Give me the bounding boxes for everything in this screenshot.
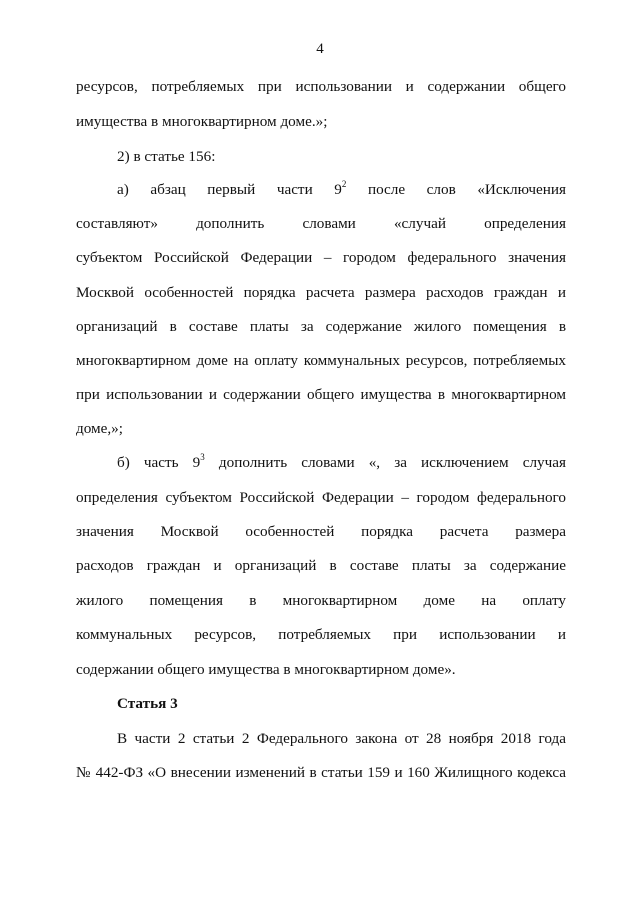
text-line: жилого помещения в многоквартирном доме на оплату xyxy=(76,592,566,609)
text-fragment: а) абзац первый части 9 xyxy=(117,181,342,198)
text-line: коммунальных ресурсов, потребляемых при использовании и xyxy=(76,626,566,643)
page-number: 4 xyxy=(316,41,324,57)
text-line: ресурсов, потребляемых при использовании и содержании общего xyxy=(76,78,566,95)
superscript: 3 xyxy=(200,452,205,462)
text-line: № 442-ФЗ «О внесении изменений в статьи 159 и 160 Жилищного кодекса xyxy=(76,764,566,781)
text-line: значения Москвой особенностей порядка расчета размера xyxy=(76,523,566,540)
text-line: при использовании и содержании общего имущества в многоквартирном xyxy=(76,386,566,403)
text-line: доме,»; xyxy=(76,420,123,437)
text-fragment: после слов «Исключения xyxy=(346,181,566,198)
text-line xyxy=(117,453,566,473)
superscript: 2 xyxy=(341,179,347,189)
article-heading: Статья 3 xyxy=(117,695,178,712)
text-line: организаций в составе платы за содержание жилого помещения в xyxy=(76,318,566,335)
text-fragment: дополнить словами «, за исключением случая xyxy=(204,454,567,471)
text-line xyxy=(117,180,566,200)
text-line: Москвой особенностей порядка расчета размера расходов граждан и xyxy=(76,284,566,301)
text-line: многоквартирном доме на оплату коммунальных ресурсов, потребляемых xyxy=(76,352,566,369)
text-line: В части 2 статьи 2 Федерального закона от 28 ноября 2018 года xyxy=(117,730,566,747)
text-fragment: б) часть 9 xyxy=(117,454,201,471)
text-line: расходов граждан и организаций в составе платы за содержание xyxy=(76,557,566,574)
text-line: содержании общего имущества в многоквартирном доме». xyxy=(76,661,456,678)
text-line: 2) в статье 156: xyxy=(117,148,216,165)
text-line: субъектом Российской Федерации – городом федерального значения xyxy=(76,249,566,266)
text-line: составляют» дополнить словами «случай определения xyxy=(76,215,566,232)
text-line: определения субъектом Российской Федерации – городом федерального xyxy=(76,489,566,506)
text-line: имущества в многоквартирном доме.»; xyxy=(76,113,328,130)
